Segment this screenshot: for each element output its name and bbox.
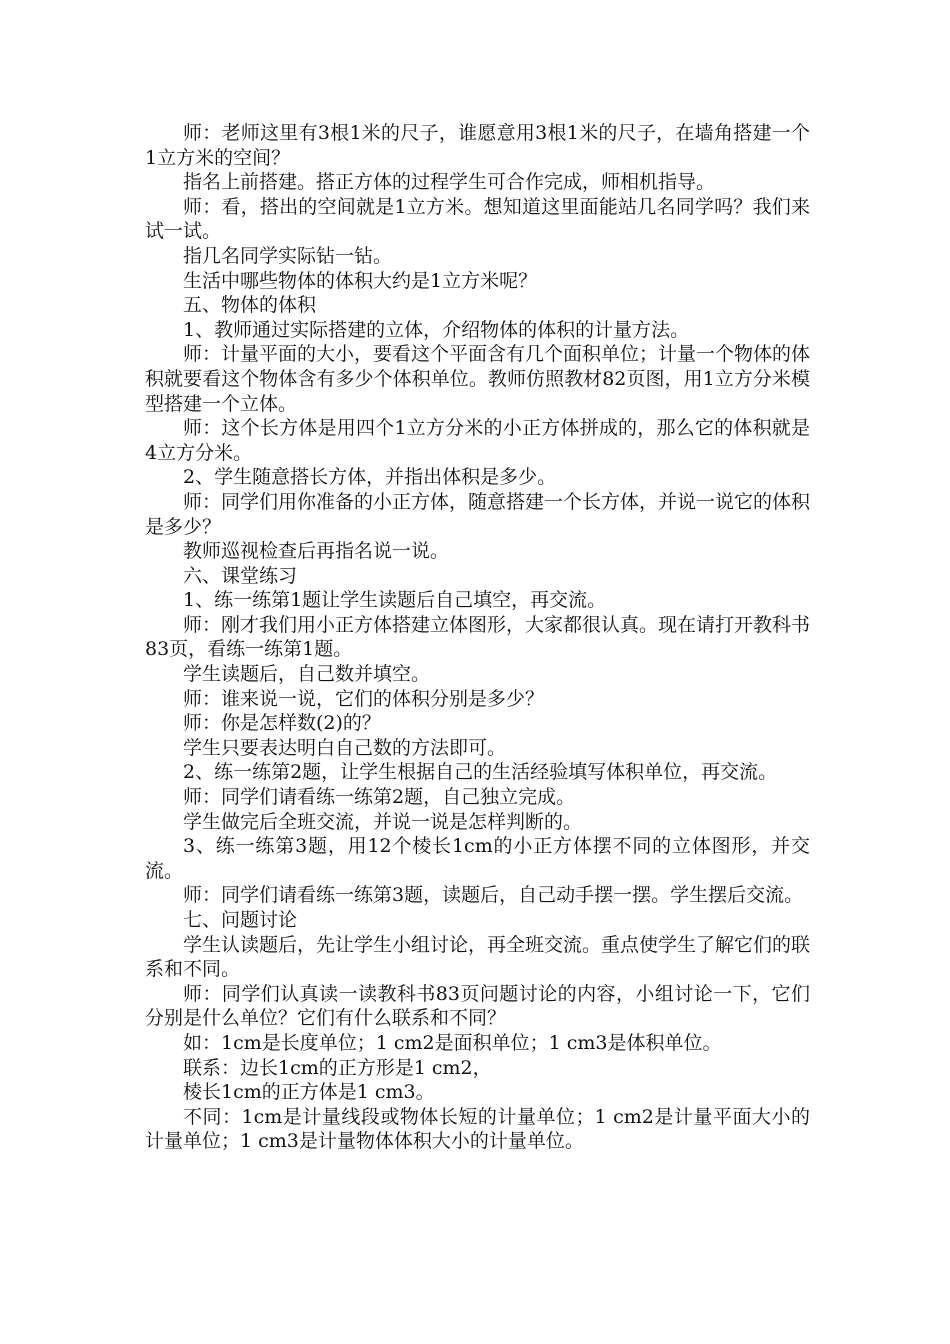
paragraph-connection: 联系：边长1cm的正方形是1 cm2， (183, 1056, 492, 1079)
paragraph-build-cube: 指名上前搭建。搭正方体的过程学生可合作完成，师相机指导。 (183, 171, 716, 194)
paragraph-students-try: 指几名同学实际钻一钻。 (183, 244, 393, 267)
paragraph-practice-3: 3、练一练第3题，用12个棱长1cm的小正方体摆不同的立体图形，并交流。 (145, 835, 810, 882)
paragraph-item-1-measure-method: 1、教师通过实际搭建的立体，介绍物体的体积的计量方法。 (183, 318, 690, 341)
paragraph-hands-on: 师：同学们请看练一练第3题，读题后，自己动手摆一摆。学生摆后交流。 (183, 884, 804, 907)
paragraph-cube-edge: 棱长1cm的正方体是1 cm3。 (183, 1081, 435, 1104)
paragraph-volume-units: 师：计量平面的大小，要看这个平面含有几个面积单位；计量一个物体的体积就要看这个物体含有多少个体积单位。教师仿照教材82页图，用1立方分米模型搭建一个立体。 (145, 343, 811, 415)
paragraph-practice-2: 2、练一练第2题，让学生根据自己的生活经验填写体积单位，再交流。 (183, 761, 778, 784)
paragraph-practice-1: 1、练一练第1题让学生读题后自己填空，再交流。 (183, 589, 607, 612)
paragraph-life-examples: 生活中哪些物体的体积大约是1立方米呢？ (183, 269, 538, 292)
section-heading-volume: 五、物体的体积 (183, 294, 317, 317)
paragraph-difference: 不同：1cm是计量线段或物体长短的计量单位；1 cm2是计量平面大小的计量单位；1 cm3是计量物体体积大小的计量单位。 (145, 1105, 810, 1153)
paragraph-how-count: 师：你是怎样数(2)的？ (183, 712, 381, 735)
paragraph-open-textbook: 师：刚才我们用小正方体搭建立体图形，大家都很认真。现在请打开教科书83页，看练一练第1题。 (145, 613, 811, 661)
section-heading-discussion: 七、问题讨论 (183, 909, 298, 931)
paragraph-teacher-check: 教师巡视检查后再指名说一说。 (183, 540, 450, 563)
paragraph-teacher-meter-sticks: 师：老师这里有3根1米的尺子，谁愿意用3根1米的尺子，在墙角搭建一个1立方米的空间？ (145, 122, 810, 169)
paragraph-cubic-meter-space: 师：看，搭出的空间就是1立方米。想知道这里面能站几名同学吗？我们来试一试。 (145, 195, 810, 243)
paragraph-four-cubic-decimeters: 师：这个长方体是用四个1立方分米的小正方体拼成的，那么它的体积就是4立方分米。 (145, 417, 810, 464)
paragraph-item-2-build-cuboid: 2、学生随意搭长方体，并指出体积是多少。 (183, 466, 557, 489)
paragraph-example-units: 如：1cm是长度单位；1 cm2是面积单位；1 cm3是体积单位。 (183, 1031, 722, 1054)
document-body (145, 121, 810, 1154)
paragraph-units-question: 师：同学们认真读一读教科书83页问题讨论的内容，小组讨论一下，它们分别是什么单位？它们有什么联系和不同？ (145, 982, 810, 1030)
paragraph-independent: 师：同学们请看练一练第2题，自己独立完成。 (183, 786, 576, 809)
paragraph-express-method: 学生只要表达明白自己数的方法即可。 (183, 736, 507, 759)
paragraph-class-exchange: 学生做完后全班交流，并说一说是怎样判断的。 (183, 810, 583, 833)
paragraph-read-and-fill: 学生读题后，自己数并填空。 (183, 663, 431, 686)
paragraph-who-says: 师：谁来说一说，它们的体积分别是多少？ (183, 687, 545, 710)
paragraph-students-build: 师：同学们用你准备的小正方体，随意搭建一个长方体，并说一说它的体积是多少？ (145, 490, 811, 538)
paragraph-group-discussion: 学生认读题后，先让学生小组讨论，再全班交流。重点使学生了解它们的联系和不同。 (145, 933, 811, 981)
section-heading-practice: 六、课堂练习 (183, 564, 298, 587)
